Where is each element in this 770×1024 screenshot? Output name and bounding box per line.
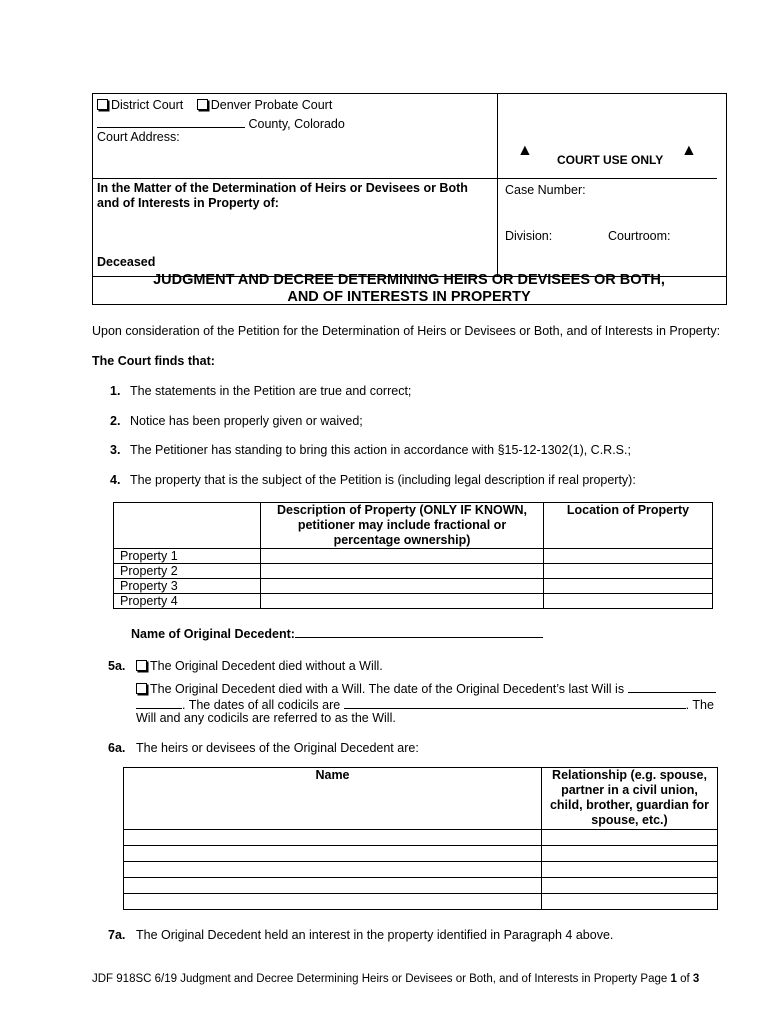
footer-form-text: JDF 918SC 6/19 Judgment and Decree Determining Heirs or Devisees or Both, and of Interests in Property Page	[92, 973, 668, 985]
finding-1	[110, 384, 411, 398]
section-7a	[108, 928, 613, 942]
intro-paragraph: Upon consideration of the Petition for the Determination of Heirs or Devisees or Both, and of Interests in Property:	[92, 324, 721, 338]
original-decedent-field[interactable]	[295, 625, 543, 638]
codicils-label: . The dates of all codicils are	[182, 698, 341, 712]
caption-divider-vertical	[497, 93, 498, 276]
property-description-cell[interactable]	[261, 564, 544, 579]
footer	[92, 973, 699, 985]
table-row	[124, 846, 718, 862]
the-label: . The	[685, 698, 714, 712]
court-use-only: COURT USE ONLY	[557, 153, 664, 167]
died-without-will-label: The Original Decedent died without a Will.	[150, 659, 383, 673]
codicils-line	[136, 696, 714, 712]
table-row	[124, 830, 718, 846]
location-column-header: Location of Property	[544, 503, 713, 549]
property-description-cell[interactable]	[261, 594, 544, 609]
heir-name-cell[interactable]	[124, 830, 542, 846]
table-header-row	[124, 768, 718, 830]
finding-number: 3.	[110, 443, 121, 457]
finding-number: 2.	[110, 414, 121, 428]
died-with-will-checkbox[interactable]	[136, 683, 147, 694]
codicil-dates-field[interactable]	[344, 696, 686, 709]
title-line-2: AND OF INTERESTS IN PROPERTY	[287, 289, 531, 305]
caption-divider-left	[92, 178, 497, 179]
heir-relationship-cell[interactable]	[542, 846, 718, 862]
document-title	[92, 272, 726, 306]
deceased-label: Deceased	[97, 255, 156, 269]
courtroom-label: Courtroom:	[608, 229, 671, 243]
court-address-label: Court Address:	[97, 130, 180, 144]
property-row-label: Property 2	[114, 564, 261, 579]
heir-relationship-cell[interactable]	[542, 830, 718, 846]
finding-text: The Petitioner has standing to bring this action in accordance with §15-12-1302(1), C.R.S.;	[130, 443, 631, 457]
title-line-1: JUDGMENT AND DECREE DETERMINING HEIRS OR DEVISEES OR BOTH,	[153, 272, 665, 288]
table-corner-cell	[114, 503, 261, 549]
county-suffix: County, Colorado	[248, 117, 345, 131]
district-court-checkbox[interactable]	[97, 99, 108, 110]
heir-relationship-cell[interactable]	[542, 894, 718, 910]
footer-of-text: of	[680, 973, 690, 985]
heir-name-cell[interactable]	[124, 862, 542, 878]
section-6a	[108, 741, 419, 755]
property-location-cell[interactable]	[544, 564, 713, 579]
footer-page-number: 1	[670, 973, 677, 985]
died-with-will-line	[136, 680, 716, 696]
county-line	[97, 115, 345, 131]
finding-3	[110, 443, 631, 457]
county-name-field[interactable]	[97, 115, 245, 128]
property-location-cell[interactable]	[544, 594, 713, 609]
footer-page-total: 3	[692, 973, 700, 985]
died-without-will-checkbox[interactable]	[136, 660, 147, 671]
court-selection	[97, 98, 332, 112]
denver-probate-court-label: Denver Probate Court	[210, 98, 333, 112]
matter-of-text: In the Matter of the Determination of Heirs or Devisees or Both and of Interests in Property of:	[97, 181, 468, 210]
property-location-cell[interactable]	[544, 549, 713, 564]
finding-text: Notice has been properly given or waived;	[130, 414, 363, 428]
section-number: 6a.	[108, 741, 126, 755]
property-row-label: Property 4	[114, 594, 261, 609]
property-description-cell[interactable]	[261, 549, 544, 564]
heir-name-cell[interactable]	[124, 846, 542, 862]
table-row	[124, 878, 718, 894]
arrow-up-icon: ▲	[517, 142, 533, 159]
property-row-label: Property 3	[114, 579, 261, 594]
will-referred-text: Will and any codicils are referred to as the Will.	[136, 711, 396, 725]
will-date-field[interactable]	[628, 680, 716, 693]
will-date-continued-field[interactable]	[136, 696, 182, 709]
heir-name-cell[interactable]	[124, 878, 542, 894]
case-number-label: Case Number:	[505, 183, 586, 197]
finding-text: The statements in the Petition are true and correct;	[130, 384, 412, 398]
section-5a	[108, 659, 383, 673]
original-decedent-label: Name of Original Decedent:	[131, 627, 295, 641]
table-row	[114, 564, 713, 579]
finding-text: The property that is the subject of the Petition is (including legal description if real property):	[130, 473, 636, 487]
section-6a-text: The heirs or devisees of the Original Decedent are:	[136, 741, 419, 755]
property-location-cell[interactable]	[544, 579, 713, 594]
property-description-cell[interactable]	[261, 579, 544, 594]
caption-divider-right	[497, 178, 717, 179]
died-with-will-label: The Original Decedent died with a Will. The date of the Original Decedent’s last Will is	[150, 682, 625, 696]
table-row	[114, 594, 713, 609]
property-table	[113, 502, 713, 609]
section-7a-text: The Original Decedent held an interest in the property identified in Paragraph 4 above.	[136, 928, 614, 942]
description-column-header: Description of Property (ONLY IF KNOWN, petitioner may include fractional or percentage ownership)	[261, 503, 544, 549]
finding-number: 1.	[110, 384, 121, 398]
division-label: Division:	[505, 229, 553, 243]
heir-relationship-cell[interactable]	[542, 862, 718, 878]
heirs-table	[123, 767, 718, 910]
finding-2	[110, 414, 363, 428]
section-number: 7a.	[108, 928, 126, 942]
original-decedent-line	[131, 625, 543, 641]
table-row	[114, 579, 713, 594]
heir-name-cell[interactable]	[124, 894, 542, 910]
court-finds-heading: The Court finds that:	[92, 354, 215, 368]
denver-probate-court-checkbox[interactable]	[197, 99, 208, 110]
table-row	[124, 862, 718, 878]
property-row-label: Property 1	[114, 549, 261, 564]
table-row	[114, 549, 713, 564]
heir-relationship-cell[interactable]	[542, 878, 718, 894]
finding-4	[110, 473, 636, 487]
table-row	[124, 894, 718, 910]
name-column-header: Name	[124, 768, 542, 830]
relationship-column-header: Relationship (e.g. spouse, partner in a civil union, child, brother, guardian for spouse, etc.)	[542, 768, 718, 830]
section-number: 5a.	[108, 659, 126, 673]
arrow-up-icon: ▲	[681, 142, 697, 159]
district-court-label: District Court	[111, 98, 184, 112]
finding-number: 4.	[110, 473, 121, 487]
table-header-row	[114, 503, 713, 549]
